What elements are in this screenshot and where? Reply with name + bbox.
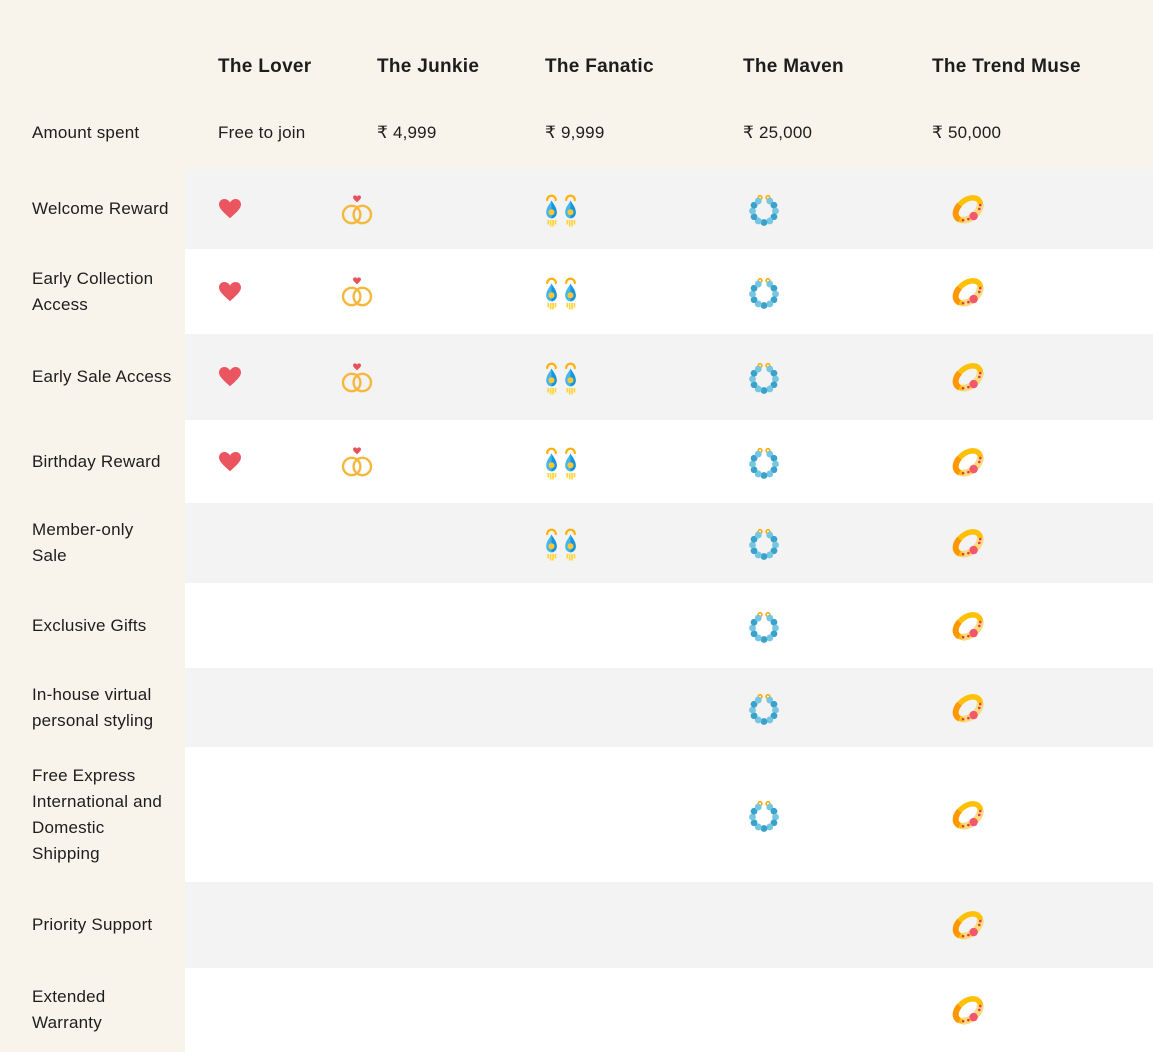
row-cells (185, 249, 1153, 334)
rings-icon (339, 446, 375, 477)
rings-icon (339, 194, 375, 225)
tier-column-header: The Junkie (377, 56, 480, 77)
amount-value: Free to join (218, 123, 306, 142)
table-row (0, 668, 1153, 747)
benefit-cell (932, 795, 1153, 835)
heart-icon (218, 366, 242, 388)
benefit-cell (545, 520, 743, 566)
bangle-icon (948, 688, 988, 728)
benefit-cell (743, 607, 932, 645)
bangle-icon (948, 189, 988, 229)
amount-value: ₹ 25,000 (743, 123, 813, 142)
earrings-icon (543, 439, 579, 485)
tier-column-header: The Maven (743, 56, 844, 77)
earrings-icon (543, 269, 579, 315)
tier-column-header: The Fanatic (545, 56, 654, 77)
amount-row (0, 97, 1153, 169)
tier-header-cell (545, 56, 743, 97)
necklace-icon (748, 796, 780, 834)
row-cells (185, 420, 1153, 503)
benefit-cell (932, 990, 1153, 1030)
tier-header-cell (377, 56, 545, 97)
table-row (0, 503, 1153, 583)
amount-value: ₹ 9,999 (545, 123, 605, 142)
benefit-cell (743, 358, 932, 396)
tier-column-header: The Trend Muse (932, 56, 1081, 77)
earrings-icon (543, 520, 579, 566)
row-cells (185, 503, 1153, 583)
amount-value: ₹ 4,999 (377, 123, 437, 142)
amount-cell (185, 123, 377, 143)
row-cells (185, 169, 1153, 249)
row-label: Exclusive Gifts (32, 615, 147, 635)
tier-header-cell (932, 56, 1153, 97)
table-row (0, 882, 1153, 968)
tier-header-cell (185, 56, 377, 97)
header-row (0, 0, 1153, 97)
amount-row-label: Amount spent (32, 123, 140, 142)
row-cells (185, 882, 1153, 968)
benefit-cell (932, 357, 1153, 397)
benefit-cell (545, 439, 743, 485)
necklace-icon (748, 524, 780, 562)
benefit-cell (932, 523, 1153, 563)
row-label: Early Collection Access (32, 268, 154, 314)
amount-value: ₹ 50,000 (932, 123, 1002, 142)
amount-values (185, 123, 1153, 143)
benefit-cell (743, 796, 932, 834)
row-label: In-house virtual personal styling (32, 684, 154, 730)
tier-headers (185, 56, 1153, 97)
necklace-icon (748, 443, 780, 481)
row-label: Early Sale Access (32, 367, 172, 386)
benefit-cell (932, 606, 1153, 646)
benefit-cell (932, 688, 1153, 728)
table-row (0, 583, 1153, 668)
benefit-cell (743, 443, 932, 481)
benefit-cell (932, 442, 1153, 482)
row-cells (185, 747, 1153, 882)
rings-icon (339, 276, 375, 307)
necklace-icon (748, 689, 780, 727)
row-label: Birthday Reward (32, 451, 161, 471)
benefit-cell (932, 272, 1153, 312)
benefit-cell (545, 186, 743, 232)
amount-cell (932, 123, 1153, 143)
earrings-icon (543, 186, 579, 232)
tier-header-cell (743, 56, 932, 97)
benefit-rows (0, 169, 1153, 1052)
earrings-icon (543, 354, 579, 400)
benefit-cell (545, 354, 743, 400)
row-cells (185, 968, 1153, 1052)
benefit-cell (545, 269, 743, 315)
row-label: Priority Support (32, 915, 153, 934)
necklace-icon (748, 273, 780, 311)
benefit-cell (743, 273, 932, 311)
bangle-icon (948, 606, 988, 646)
table-row (0, 334, 1153, 420)
benefit-cell (743, 524, 932, 562)
benefit-cell (377, 446, 545, 477)
table-row (0, 968, 1153, 1052)
bangle-icon (948, 442, 988, 482)
necklace-icon (748, 190, 780, 228)
row-cells (185, 583, 1153, 668)
benefit-cell (743, 689, 932, 727)
bangle-icon (948, 272, 988, 312)
heart-icon (218, 451, 242, 473)
row-label: Extended Warranty (32, 987, 106, 1032)
benefit-cell (377, 276, 545, 307)
tier-column-header: The Lover (218, 56, 312, 77)
benefit-cell (743, 190, 932, 228)
bangle-icon (948, 905, 988, 945)
rings-icon (339, 362, 375, 393)
benefit-cell (932, 905, 1153, 945)
heart-icon (218, 281, 242, 303)
table-row (0, 747, 1153, 882)
necklace-icon (748, 607, 780, 645)
bangle-icon (948, 990, 988, 1030)
bangle-icon (948, 523, 988, 563)
table-row (0, 169, 1153, 249)
table-row (0, 249, 1153, 334)
bangle-icon (948, 795, 988, 835)
benefit-cell (377, 194, 545, 225)
table-row (0, 420, 1153, 503)
benefit-cell (377, 362, 545, 393)
amount-cell (743, 123, 932, 143)
heart-icon (218, 198, 242, 220)
benefit-cell (932, 189, 1153, 229)
row-label: Welcome Reward (32, 199, 169, 218)
row-label: Member-only Sale (32, 520, 134, 565)
amount-cell (377, 123, 545, 143)
amount-cell (545, 123, 743, 143)
row-label: Free Express International and Domestic Shipping (32, 765, 163, 863)
necklace-icon (748, 358, 780, 396)
row-cells (185, 668, 1153, 747)
bangle-icon (948, 357, 988, 397)
row-cells (185, 334, 1153, 420)
